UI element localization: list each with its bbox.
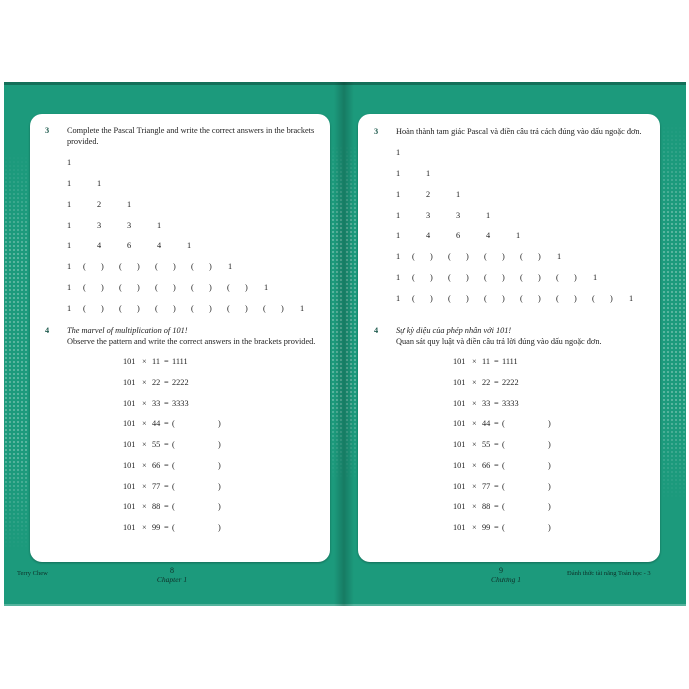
- pascal-number: 1: [187, 241, 192, 251]
- times-sign: ×: [472, 357, 477, 366]
- equals-sign: =: [164, 502, 169, 512]
- answer-bracket-open: (: [520, 252, 523, 262]
- pascal-number: 6: [456, 231, 461, 241]
- pascal-number: 1: [396, 210, 401, 220]
- answer-bracket-close: ): [466, 273, 469, 283]
- times-sign: ×: [472, 377, 477, 387]
- answer-bracket-close: ): [101, 283, 104, 293]
- pascal-number: 1: [127, 199, 132, 209]
- equation-multiplier: 88: [482, 502, 491, 512]
- equation-row: [453, 502, 551, 512]
- answer-bracket-close: ): [245, 304, 248, 314]
- equation-factor: 101: [123, 440, 136, 449]
- answer-bracket-close: ): [173, 304, 176, 314]
- footer-series-title: Đánh thức tài năng Toán học - 3: [567, 570, 651, 577]
- answer-bracket-open: (: [119, 262, 122, 272]
- question-3-instruction-line-2: provided.: [67, 137, 99, 146]
- pascal-number: 1: [396, 148, 401, 157]
- pascal-number: 1: [396, 168, 401, 178]
- equation-factor: 101: [453, 502, 466, 512]
- pascal-number: 3: [127, 220, 132, 230]
- equation-row: [123, 502, 221, 512]
- answer-bracket-open: (: [448, 252, 451, 262]
- answer-bracket-close: ): [173, 262, 176, 272]
- equation-row: [123, 357, 188, 367]
- equation-factor: 101: [123, 502, 136, 512]
- times-sign: ×: [142, 398, 147, 408]
- answer-bracket-close: ): [218, 440, 221, 449]
- pascal-number: 1: [629, 294, 634, 304]
- equation-factor: 101: [123, 460, 136, 470]
- answer-bracket-close: ): [502, 294, 505, 304]
- equation-row: [123, 481, 221, 492]
- answer-bracket-open: (: [155, 262, 158, 272]
- equation-multiplier: 99: [152, 523, 161, 532]
- pascal-number: 1: [67, 304, 72, 314]
- equation-answer: 3333: [172, 398, 189, 408]
- right-page-panel: [358, 114, 660, 562]
- times-sign: ×: [472, 502, 477, 512]
- equation-multiplier: 33: [482, 398, 491, 408]
- equals-sign: =: [494, 481, 499, 491]
- pascal-number: 1: [67, 241, 72, 251]
- answer-bracket-close: ): [218, 419, 221, 429]
- equation-factor: 101: [123, 523, 136, 532]
- answer-bracket-close: ): [218, 523, 221, 532]
- equals-sign: =: [164, 481, 169, 491]
- answer-bracket-close: ): [548, 502, 551, 512]
- equation-factor: 101: [123, 377, 136, 387]
- answer-bracket-open: (: [448, 294, 451, 304]
- equation-factor: 101: [453, 440, 466, 449]
- pascal-number: 2: [97, 199, 102, 209]
- answer-bracket-close: ): [218, 481, 221, 491]
- pascal-row: [396, 273, 598, 283]
- answer-bracket-close: ): [245, 283, 248, 293]
- equation-row: [453, 440, 551, 450]
- question-3-instruction-line-1: Hoàn thành tam giác Pascal và điền câu trả cách đúng vào dấu ngoặc đơn.: [396, 127, 642, 136]
- answer-bracket-open: (: [191, 262, 194, 272]
- equation-row: [453, 481, 551, 492]
- answer-bracket-open: (: [448, 273, 451, 283]
- equation-multiplier: 66: [482, 460, 491, 470]
- equation-factor: 101: [453, 523, 466, 532]
- answer-bracket-open: (: [502, 523, 505, 532]
- equation-multiplier: 11: [152, 357, 160, 366]
- question-4-instruction: Observe the pattern and write the correct answers in the brackets provided.: [67, 337, 316, 346]
- answer-bracket-close: ): [502, 273, 505, 283]
- right-chapter-label: Chương 1: [491, 575, 521, 584]
- pascal-row: [396, 168, 431, 179]
- equation-multiplier: 77: [482, 481, 491, 491]
- pascal-row: [67, 304, 305, 314]
- answer-bracket-open: (: [520, 273, 523, 283]
- pascal-number: 3: [97, 220, 102, 230]
- pascal-number: 1: [516, 231, 521, 241]
- times-sign: ×: [142, 357, 147, 366]
- equals-sign: =: [494, 440, 499, 449]
- pascal-row: [67, 241, 192, 251]
- book-spine: [334, 82, 354, 606]
- answer-bracket-close: ): [281, 304, 284, 314]
- equals-sign: =: [494, 460, 499, 470]
- pascal-number: 1: [97, 178, 102, 188]
- equals-sign: =: [494, 398, 499, 408]
- pascal-row: [396, 252, 562, 262]
- equation-row: [123, 460, 221, 471]
- equation-factor: 101: [453, 398, 466, 408]
- answer-bracket-open: (: [263, 304, 266, 314]
- times-sign: ×: [472, 481, 477, 491]
- equation-multiplier: 22: [482, 377, 491, 387]
- answer-bracket-open: (: [155, 283, 158, 293]
- answer-bracket-close: ): [137, 304, 140, 314]
- question-4-number: 4: [374, 326, 379, 335]
- equation-row: [453, 377, 519, 388]
- left-page-panel: [30, 114, 330, 562]
- equation-multiplier: 44: [152, 419, 161, 429]
- answer-bracket-open: (: [119, 283, 122, 293]
- answer-bracket-close: ): [538, 273, 541, 283]
- answer-bracket-close: ): [548, 481, 551, 491]
- equation-row: [453, 398, 519, 409]
- pascal-row: [396, 210, 491, 221]
- answer-bracket-close: ): [548, 460, 551, 470]
- pascal-number: 1: [396, 252, 401, 262]
- answer-bracket-open: (: [172, 502, 175, 512]
- equation-row: [453, 419, 551, 429]
- answer-bracket-open: (: [83, 304, 86, 314]
- equation-factor: 101: [123, 419, 136, 429]
- equation-row: [453, 357, 518, 367]
- times-sign: ×: [142, 502, 147, 512]
- pascal-triangle: [67, 158, 305, 314]
- pascal-row: [396, 189, 461, 200]
- answer-bracket-open: (: [592, 294, 595, 304]
- pascal-number: 3: [426, 210, 431, 220]
- equation-row: [453, 460, 551, 471]
- pascal-number: 1: [67, 283, 72, 293]
- answer-bracket-close: ): [209, 283, 212, 293]
- question-4-number: 4: [45, 326, 50, 335]
- equation-factor: 101: [453, 481, 466, 491]
- equals-sign: =: [164, 460, 169, 470]
- answer-bracket-open: (: [172, 481, 175, 491]
- answer-bracket-close: ): [538, 294, 541, 304]
- pascal-number: 1: [67, 199, 72, 209]
- answer-bracket-open: (: [520, 294, 523, 304]
- pascal-number: 1: [264, 283, 269, 293]
- equals-sign: =: [164, 419, 169, 429]
- equation-multiplier: 77: [152, 481, 161, 491]
- answer-bracket-open: (: [556, 294, 559, 304]
- answer-bracket-close: ): [574, 273, 577, 283]
- answer-bracket-open: (: [191, 304, 194, 314]
- equation-answer: 2222: [172, 377, 189, 387]
- pascal-number: 3: [456, 210, 461, 220]
- pascal-number: 1: [300, 304, 305, 314]
- times-sign: ×: [472, 398, 477, 408]
- times-sign: ×: [472, 419, 477, 429]
- pascal-number: 2: [426, 189, 431, 199]
- equation-multiplier: 66: [152, 460, 161, 470]
- equation-answer: 1111: [172, 357, 188, 366]
- question-4-instruction: Quan sát quy luật và điền câu trả lời đúng vào dấu ngoặc đơn.: [396, 337, 602, 346]
- equals-sign: =: [494, 357, 499, 366]
- equation-factor: 101: [453, 460, 466, 470]
- equation-answer: 2222: [502, 377, 519, 387]
- answer-bracket-close: ): [101, 262, 104, 272]
- equation-multiplier: 33: [152, 398, 161, 408]
- equation-answer: 1111: [502, 357, 518, 366]
- answer-bracket-open: (: [484, 252, 487, 262]
- equals-sign: =: [494, 377, 499, 387]
- pascal-row: [67, 220, 162, 231]
- equation-multiplier: 44: [482, 419, 491, 429]
- equation-multiplier: 88: [152, 502, 161, 512]
- pascal-row: [396, 148, 406, 158]
- pascal-number: 6: [127, 241, 132, 251]
- equation-factor: 101: [123, 481, 136, 491]
- answer-bracket-open: (: [119, 304, 122, 314]
- answer-bracket-close: ): [610, 294, 613, 304]
- pascal-row: [396, 231, 521, 241]
- halftone-pattern-right-margin: [662, 122, 686, 502]
- pascal-number: 1: [67, 158, 72, 167]
- answer-bracket-close: ): [548, 440, 551, 449]
- pascal-row: [67, 199, 132, 210]
- answer-bracket-open: (: [484, 294, 487, 304]
- pascal-row: [67, 178, 102, 189]
- equals-sign: =: [164, 523, 169, 532]
- equation-row: [123, 523, 221, 533]
- answer-bracket-open: (: [412, 252, 415, 262]
- answer-bracket-close: ): [466, 252, 469, 262]
- pascal-number: 1: [157, 220, 162, 230]
- pascal-number: 1: [67, 220, 72, 230]
- answer-bracket-close: ): [430, 294, 433, 304]
- times-sign: ×: [472, 523, 477, 532]
- equation-row: [123, 419, 221, 429]
- pascal-row: [67, 283, 269, 293]
- answer-bracket-close: ): [218, 460, 221, 470]
- equals-sign: =: [494, 419, 499, 429]
- pascal-number: 1: [396, 189, 401, 199]
- times-sign: ×: [142, 377, 147, 387]
- pascal-number: 1: [396, 273, 401, 283]
- times-sign: ×: [472, 440, 477, 449]
- answer-bracket-open: (: [227, 283, 230, 293]
- equals-sign: =: [164, 440, 169, 449]
- times-sign: ×: [142, 481, 147, 491]
- answer-bracket-close: ): [209, 304, 212, 314]
- pascal-number: 1: [396, 294, 401, 304]
- answer-bracket-close: ): [173, 283, 176, 293]
- left-page-number: 8: [170, 566, 174, 575]
- pascal-number: 4: [426, 231, 431, 241]
- answer-bracket-close: ): [502, 252, 505, 262]
- equation-multiplier: 99: [482, 523, 491, 532]
- answer-bracket-open: (: [155, 304, 158, 314]
- answer-bracket-close: ): [430, 273, 433, 283]
- pascal-number: 1: [486, 210, 491, 220]
- equation-factor: 101: [453, 377, 466, 387]
- times-sign: ×: [142, 440, 147, 449]
- pascal-number: 4: [486, 231, 491, 241]
- question-3-number: 3: [374, 127, 379, 136]
- equation-row: [123, 377, 189, 388]
- answer-bracket-close: ): [466, 294, 469, 304]
- equation-row: [453, 523, 551, 533]
- book-spread: [4, 82, 686, 606]
- answer-bracket-close: ): [538, 252, 541, 262]
- answer-bracket-close: ): [430, 252, 433, 262]
- answer-bracket-close: ): [209, 262, 212, 272]
- equals-sign: =: [164, 357, 169, 366]
- equals-sign: =: [164, 398, 169, 408]
- pascal-number: 1: [456, 189, 461, 199]
- answer-bracket-open: (: [83, 283, 86, 293]
- answer-bracket-close: ): [548, 523, 551, 532]
- equation-multiplier: 11: [482, 357, 490, 366]
- times-sign: ×: [472, 460, 477, 470]
- answer-bracket-open: (: [484, 273, 487, 283]
- answer-bracket-open: (: [172, 523, 175, 532]
- equation-factor: 101: [453, 419, 466, 429]
- answer-bracket-open: (: [172, 419, 175, 429]
- equation-factor: 101: [453, 357, 466, 366]
- answer-bracket-close: ): [548, 419, 551, 429]
- question-4-title: The marvel of multiplication of 101!: [67, 326, 188, 335]
- pascal-triangle: [396, 148, 634, 304]
- pascal-number: 1: [426, 168, 431, 178]
- multiplication-list: [123, 357, 221, 532]
- answer-bracket-open: (: [502, 460, 505, 470]
- answer-bracket-close: ): [574, 294, 577, 304]
- answer-bracket-open: (: [502, 419, 505, 429]
- answer-bracket-open: (: [502, 440, 505, 449]
- halftone-pattern-left-margin: [4, 152, 28, 552]
- answer-bracket-open: (: [227, 304, 230, 314]
- equals-sign: =: [164, 377, 169, 387]
- pascal-number: 1: [67, 262, 72, 272]
- answer-bracket-open: (: [172, 460, 175, 470]
- question-3-number: 3: [45, 126, 50, 135]
- equation-answer: 3333: [502, 398, 519, 408]
- pascal-number: 1: [396, 231, 401, 241]
- equation-factor: 101: [123, 357, 136, 366]
- question-4-title: Sự kỳ diệu của phép nhân với 101!: [396, 326, 512, 335]
- equation-factor: 101: [123, 398, 136, 408]
- equation-row: [123, 440, 221, 450]
- equation-row: [123, 398, 189, 409]
- footer-author: Terry Chew: [17, 570, 48, 577]
- pascal-number: 1: [228, 262, 233, 272]
- answer-bracket-open: (: [502, 502, 505, 512]
- left-chapter-label: Chapter 1: [156, 575, 188, 584]
- question-3-instruction-line-1: Complete the Pascal Triangle and write the correct answers in the brackets: [67, 126, 315, 135]
- equals-sign: =: [494, 523, 499, 532]
- equation-multiplier: 22: [152, 377, 161, 387]
- answer-bracket-close: ): [101, 304, 104, 314]
- pascal-row: [67, 262, 233, 272]
- pascal-number: 1: [557, 252, 562, 262]
- answer-bracket-open: (: [412, 294, 415, 304]
- pascal-number: 4: [97, 241, 102, 251]
- answer-bracket-open: (: [412, 273, 415, 283]
- answer-bracket-open: (: [83, 262, 86, 272]
- times-sign: ×: [142, 419, 147, 429]
- pascal-number: 1: [593, 273, 598, 283]
- answer-bracket-open: (: [556, 273, 559, 283]
- answer-bracket-open: (: [502, 481, 505, 491]
- equals-sign: =: [494, 502, 499, 512]
- equation-multiplier: 55: [482, 440, 491, 449]
- pascal-row: [396, 294, 634, 304]
- answer-bracket-close: ): [218, 502, 221, 512]
- equation-multiplier: 55: [152, 440, 161, 449]
- pascal-row: [67, 158, 77, 168]
- answer-bracket-close: ): [137, 262, 140, 272]
- times-sign: ×: [142, 523, 147, 532]
- times-sign: ×: [142, 460, 147, 470]
- answer-bracket-close: ): [137, 283, 140, 293]
- pascal-number: 1: [67, 178, 72, 188]
- answer-bracket-open: (: [172, 440, 175, 449]
- multiplication-list: [453, 357, 551, 532]
- answer-bracket-open: (: [191, 283, 194, 293]
- pascal-number: 4: [157, 241, 162, 251]
- right-page-number: 9: [499, 566, 503, 575]
